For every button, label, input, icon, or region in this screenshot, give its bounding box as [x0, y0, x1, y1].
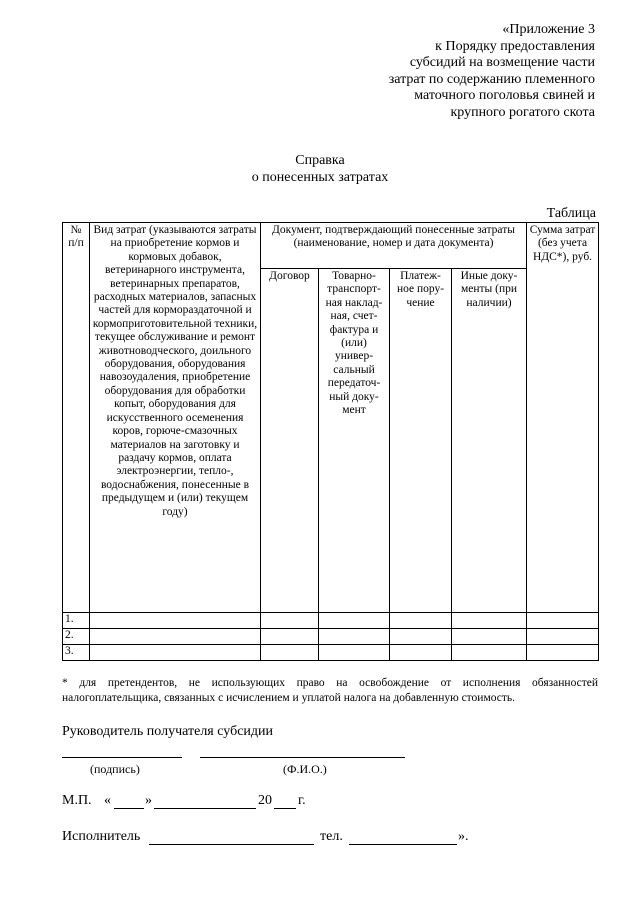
day-line [114, 808, 144, 809]
title-line2: о понесенных затратах [251, 170, 389, 185]
quote-open: « [104, 793, 111, 808]
table-cell [390, 613, 452, 629]
header-document: Документ, подтверждающий понесенные затраты (наименование, номер и дата документа) [261, 223, 527, 269]
table-cell [452, 613, 527, 629]
table-cell [319, 645, 390, 661]
table-row [63, 645, 599, 661]
table-cell [452, 645, 527, 661]
sign-caption: (подпись) [90, 762, 140, 776]
header-expense-type: Вид затрат (указываются затраты на приобретение кормов и кормовых добавок, ветеринарного инструмента, ветеринарных препаратов, расходных материалов, запасных частей для кормораздаточной и кормоприготовительной техники, текущее обслуживание и ремонт животноводческого, доильного оборудования, оборудования навозоудаления, приобретение оборудования для обработки копыт, оборудования для искусственного осеменения коров, горюче-смазочных материалов на заготовку и раздачу кормов, оплата электроэнергии, тепло-, водоснабжения, понесенные в предыдущем и (или) текущем году) [90, 223, 261, 613]
executor-line [149, 844, 314, 845]
table-cell [527, 629, 599, 645]
subheader-contract: Договор [261, 269, 319, 613]
table-label: Таблица [546, 206, 596, 221]
appendix-header [295, 22, 595, 121]
phone-line [349, 844, 457, 845]
quote-close: » [145, 793, 152, 808]
table-cell [527, 613, 599, 629]
fio-line [200, 757, 405, 758]
row-number: 3. [63, 645, 90, 661]
appendix-line: затрат по содержанию племенного [388, 71, 595, 87]
table-cell [390, 629, 452, 645]
subheader-other-docs: Иные доку-менты (при наличии) [452, 269, 527, 613]
expenses-table [62, 222, 599, 661]
appendix-line: к Порядку предоставления [435, 38, 595, 54]
table-row [63, 613, 599, 629]
header-sum: Сумма затрат (без учета НДС*), руб. [527, 223, 599, 613]
stamp-label: М.П. [62, 793, 92, 808]
closing-quote: ». [458, 829, 469, 844]
table-cell [90, 613, 261, 629]
vat-footnote: * для претендентов, не использующих право на освобождение от исполнения обязанностей налогоплательщика, связанных с исчислением и уплатой налога на добавленную стоимость. [62, 677, 598, 704]
subheader-waybill: Товарно-транспорт-ная наклад-ная, счет-фактура и (или) универ-сальный передаточ-ный доку-мент [319, 269, 390, 613]
table-cell [261, 613, 319, 629]
header-num: № п/п [63, 223, 90, 613]
head-label: Руководитель получателя субсидии [62, 724, 274, 739]
phone-label: тел. [320, 829, 343, 844]
year-suffix: г. [298, 793, 306, 808]
table-cell [452, 629, 527, 645]
row-number: 2. [63, 629, 90, 645]
table-cell [261, 629, 319, 645]
title-line1: Справка [295, 153, 345, 168]
table-cell [319, 613, 390, 629]
subheader-payment-order: Платеж-ное пору-чение [390, 269, 452, 613]
table-cell [319, 629, 390, 645]
appendix-line: субсидий на возмещение части [409, 55, 595, 70]
year-prefix: 20 [258, 793, 272, 808]
row-number: 1. [63, 613, 90, 629]
table-cell [527, 645, 599, 661]
year-line [274, 808, 296, 809]
fio-caption: (Ф.И.О.) [283, 762, 327, 776]
month-line [154, 808, 256, 809]
signature-line [62, 757, 182, 758]
table-cell [390, 645, 452, 661]
executor-label: Исполнитель [62, 829, 141, 844]
table-cell [90, 645, 261, 661]
appendix-line: крупного рогатого скота [450, 104, 595, 120]
appendix-line: «Приложение 3 [502, 22, 595, 37]
appendix-line: маточного поголовья свиней и [414, 88, 595, 103]
document-title [0, 152, 640, 186]
table-cell [90, 629, 261, 645]
table-row [63, 629, 599, 645]
table-cell [261, 645, 319, 661]
